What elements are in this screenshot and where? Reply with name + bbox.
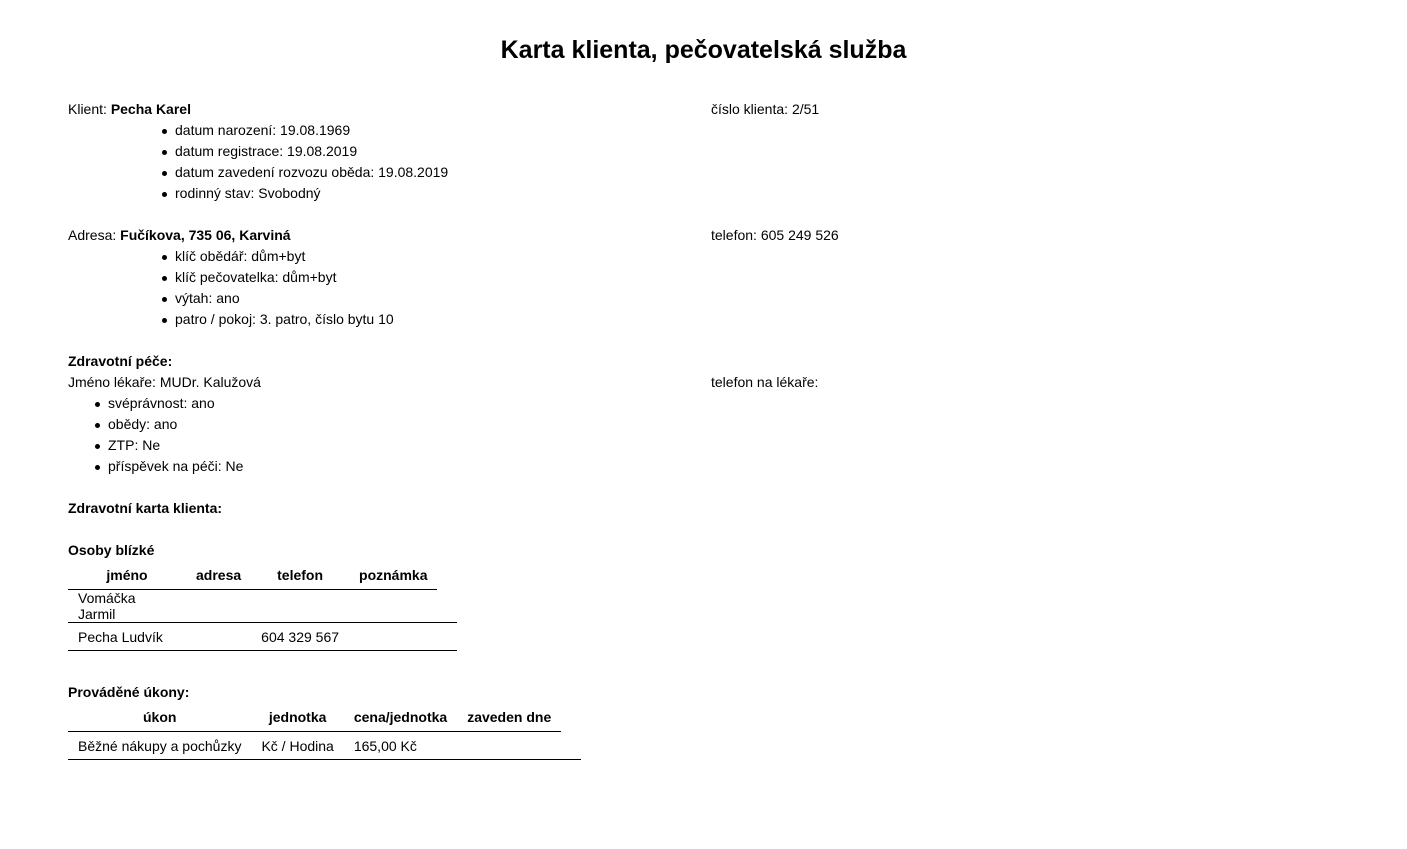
table-cell xyxy=(349,623,437,651)
table-cell xyxy=(186,623,251,651)
column-header-date: zaveden dne xyxy=(457,703,561,732)
table-cell: 165,00 Kč xyxy=(344,732,457,760)
table-cell xyxy=(251,590,349,623)
column-header-note: poznámka xyxy=(349,561,437,590)
phone-line xyxy=(711,225,839,246)
table-cell: Běžné nákupy a pochůzky xyxy=(68,732,251,760)
client-number-line xyxy=(711,99,819,120)
health-heading: Zdravotní péče: xyxy=(68,353,173,369)
list-item: patro / pokoj: 3. patro, číslo bytu 10 xyxy=(175,309,394,330)
list-item: obědy: ano xyxy=(108,414,243,435)
header-spacer xyxy=(561,703,581,732)
client-details-list xyxy=(175,120,448,204)
close-persons-heading: Osoby blízké xyxy=(68,542,155,558)
doctor-line xyxy=(68,372,261,393)
column-header-unit-price: cena/jednotka xyxy=(344,703,457,732)
list-item: svéprávnost: ano xyxy=(108,393,243,414)
table-cell: Vomáčka Jarmil xyxy=(68,590,186,623)
table-cell-spacer xyxy=(437,590,457,623)
doctor-name: MUDr. Kalužová xyxy=(159,374,261,390)
table-cell xyxy=(186,590,251,623)
table-header-row xyxy=(68,703,581,732)
table-cell: 604 329 567 xyxy=(251,623,349,651)
table-row xyxy=(68,623,457,651)
table-row xyxy=(68,590,457,623)
table-header-row xyxy=(68,561,457,590)
page-title: Karta klienta, pečovatelská služba xyxy=(500,36,907,64)
table-cell xyxy=(349,590,437,623)
list-item: datum registrace: 19.08.2019 xyxy=(175,141,448,162)
list-item: příspěvek na péči: Ne xyxy=(108,456,243,477)
table-cell xyxy=(457,732,561,760)
close-persons-table xyxy=(68,561,457,651)
services-heading: Prováděné úkony: xyxy=(68,684,190,700)
table-row xyxy=(68,732,581,760)
list-item: datum zavedení rozvozu oběda: 19.08.2019 xyxy=(175,162,448,183)
client-number-label: číslo klienta: xyxy=(711,101,789,117)
header-spacer xyxy=(437,561,457,590)
client-line xyxy=(68,99,191,120)
services-table xyxy=(68,703,581,760)
column-header-service: úkon xyxy=(68,703,251,732)
phone-value: 605 249 526 xyxy=(760,227,839,243)
address-label: Adresa: xyxy=(68,227,117,243)
list-item: rodinný stav: Svobodný xyxy=(175,183,448,204)
column-header-name: jméno xyxy=(68,561,186,590)
address-line xyxy=(68,225,291,246)
phone-label: telefon: xyxy=(711,227,757,243)
health-details-list xyxy=(108,393,243,477)
list-item: výtah: ano xyxy=(175,288,394,309)
column-header-unit: jednotka xyxy=(251,703,343,732)
address-value: Fučíkova, 735 06, Karviná xyxy=(120,227,291,243)
client-label: Klient: xyxy=(68,101,107,117)
list-item: datum narození: 19.08.1969 xyxy=(175,120,448,141)
doctor-phone-label: telefon na lékaře: xyxy=(711,374,819,390)
column-header-address: adresa xyxy=(186,561,251,590)
client-number: 2/51 xyxy=(791,101,820,117)
table-cell: Kč / Hodina xyxy=(251,732,343,760)
list-item: ZTP: Ne xyxy=(108,435,243,456)
client-name: Pecha Karel xyxy=(110,101,191,117)
health-card-heading: Zdravotní karta klienta: xyxy=(68,500,223,516)
list-item: klíč obědář: dům+byt xyxy=(175,246,394,267)
doctor-label: Jméno lékaře: xyxy=(68,374,156,390)
table-cell: Pecha Ludvík xyxy=(68,623,186,651)
table-cell-spacer xyxy=(437,623,457,651)
list-item: klíč pečovatelka: dům+byt xyxy=(175,267,394,288)
table-cell-spacer xyxy=(561,732,581,760)
column-header-phone: telefon xyxy=(251,561,349,590)
address-details-list xyxy=(175,246,394,330)
